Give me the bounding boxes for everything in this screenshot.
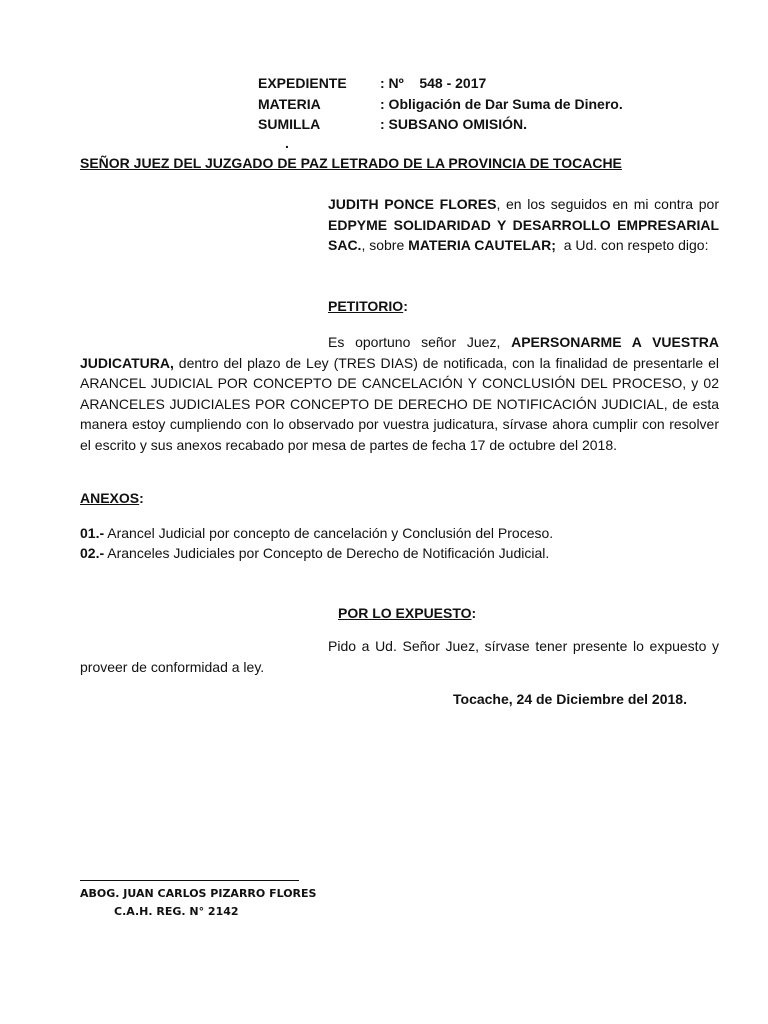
expuesto-heading	[338, 605, 476, 621]
annex-text: Arancel Judicial por concepto de cancelación y Conclusión del Proceso.	[104, 525, 554, 541]
header-value: : SUBSANO OMISIÓN.	[380, 116, 528, 132]
anexos-heading	[80, 490, 144, 506]
intro-text: , sobre	[361, 237, 409, 254]
header-row-materia	[258, 94, 623, 115]
petitorio-body: dentro del plazo de Ley (TRES DIAS) de notificada, con la finalidad de presentarle el ARANCEL JUDICIAL POR CONCEPTO DE CANCELACIÓN Y CONCLUSIÓN DEL PROCESO, y 02 ARANCELES JUDICIALES POR CONCEPTO DE DERECHO DE NOTIFICACIÓN JUDICIAL, de esta manera estoy cumpliendo con lo observado por vuestra judicatura, sírvase ahora cumplir con resolver el escrito y sus anexos recabado por mesa de partes de fecha 17 de octubre del 2018.	[80, 354, 719, 453]
annex-item	[80, 543, 549, 563]
header-key: EXPEDIENTE	[258, 75, 347, 91]
anexos-colon: :	[139, 490, 144, 506]
petitorio-emphasis: APERSONARME A VUESTRA JUDICATURA,	[80, 334, 719, 371]
header-key: MATERIA	[258, 95, 321, 112]
header-value: : Obligación de Dar Suma de Dinero.	[380, 95, 623, 112]
place-date: Tocache, 24 de Diciembre del 2018.	[453, 691, 687, 707]
addressee: SEÑOR JUEZ DEL JUZGADO DE PAZ LETRADO DE LA PROVINCIA DE TOCACHE	[80, 155, 622, 171]
petitorio-title: PETITORIO	[328, 298, 404, 314]
expuesto-colon: :	[471, 605, 477, 621]
header-row-sumilla	[258, 114, 623, 135]
intro-text: , en los seguidos en mi contra por	[496, 196, 719, 212]
signature-block	[80, 885, 316, 921]
lawyer-registration: C.A.H. REG. N° 2142	[114, 905, 239, 918]
expuesto-paragraph	[80, 636, 719, 677]
header-dot: .	[285, 135, 289, 151]
petitorio-paragraph	[80, 332, 719, 455]
annex-number: 02.-	[80, 545, 105, 561]
header-value: : Nº 548 - 2017	[380, 75, 487, 91]
annex-number: 01.-	[80, 525, 105, 541]
annex-text: Aranceles Judiciales por Concepto de Derecho de Notificación Judicial.	[104, 545, 550, 561]
expuesto-text: Pido a Ud. Señor Juez, sírvase tener presente lo expuesto y proveer de conformidad a ley.	[80, 638, 719, 675]
petitioner-name: JUDITH PONCE FLORES	[328, 196, 497, 212]
intro-text: a Ud. con respeto digo:	[555, 237, 709, 254]
intro-paragraph	[328, 194, 719, 256]
petitorio-heading	[328, 298, 408, 314]
annex-item	[80, 523, 553, 543]
signature-line	[80, 880, 299, 881]
lawyer-name: ABOG. JUAN CARLOS PIZARRO FLORES	[80, 887, 317, 900]
petitorio-colon: :	[403, 298, 408, 314]
company-name: EDPYME SOLIDARIDAD Y DESARROLLO EMPRESARIAL SAC.	[328, 216, 719, 254]
expuesto-title: POR LO EXPUESTO	[338, 605, 472, 621]
header-row-expediente	[258, 73, 623, 94]
header-key: SUMILLA	[258, 116, 321, 132]
matter-name: MATERIA CAUTELAR;	[408, 237, 556, 254]
petitorio-lead: Es oportuno señor Juez,	[328, 334, 512, 350]
case-header	[258, 73, 623, 151]
anexos-title: ANEXOS	[80, 490, 140, 506]
